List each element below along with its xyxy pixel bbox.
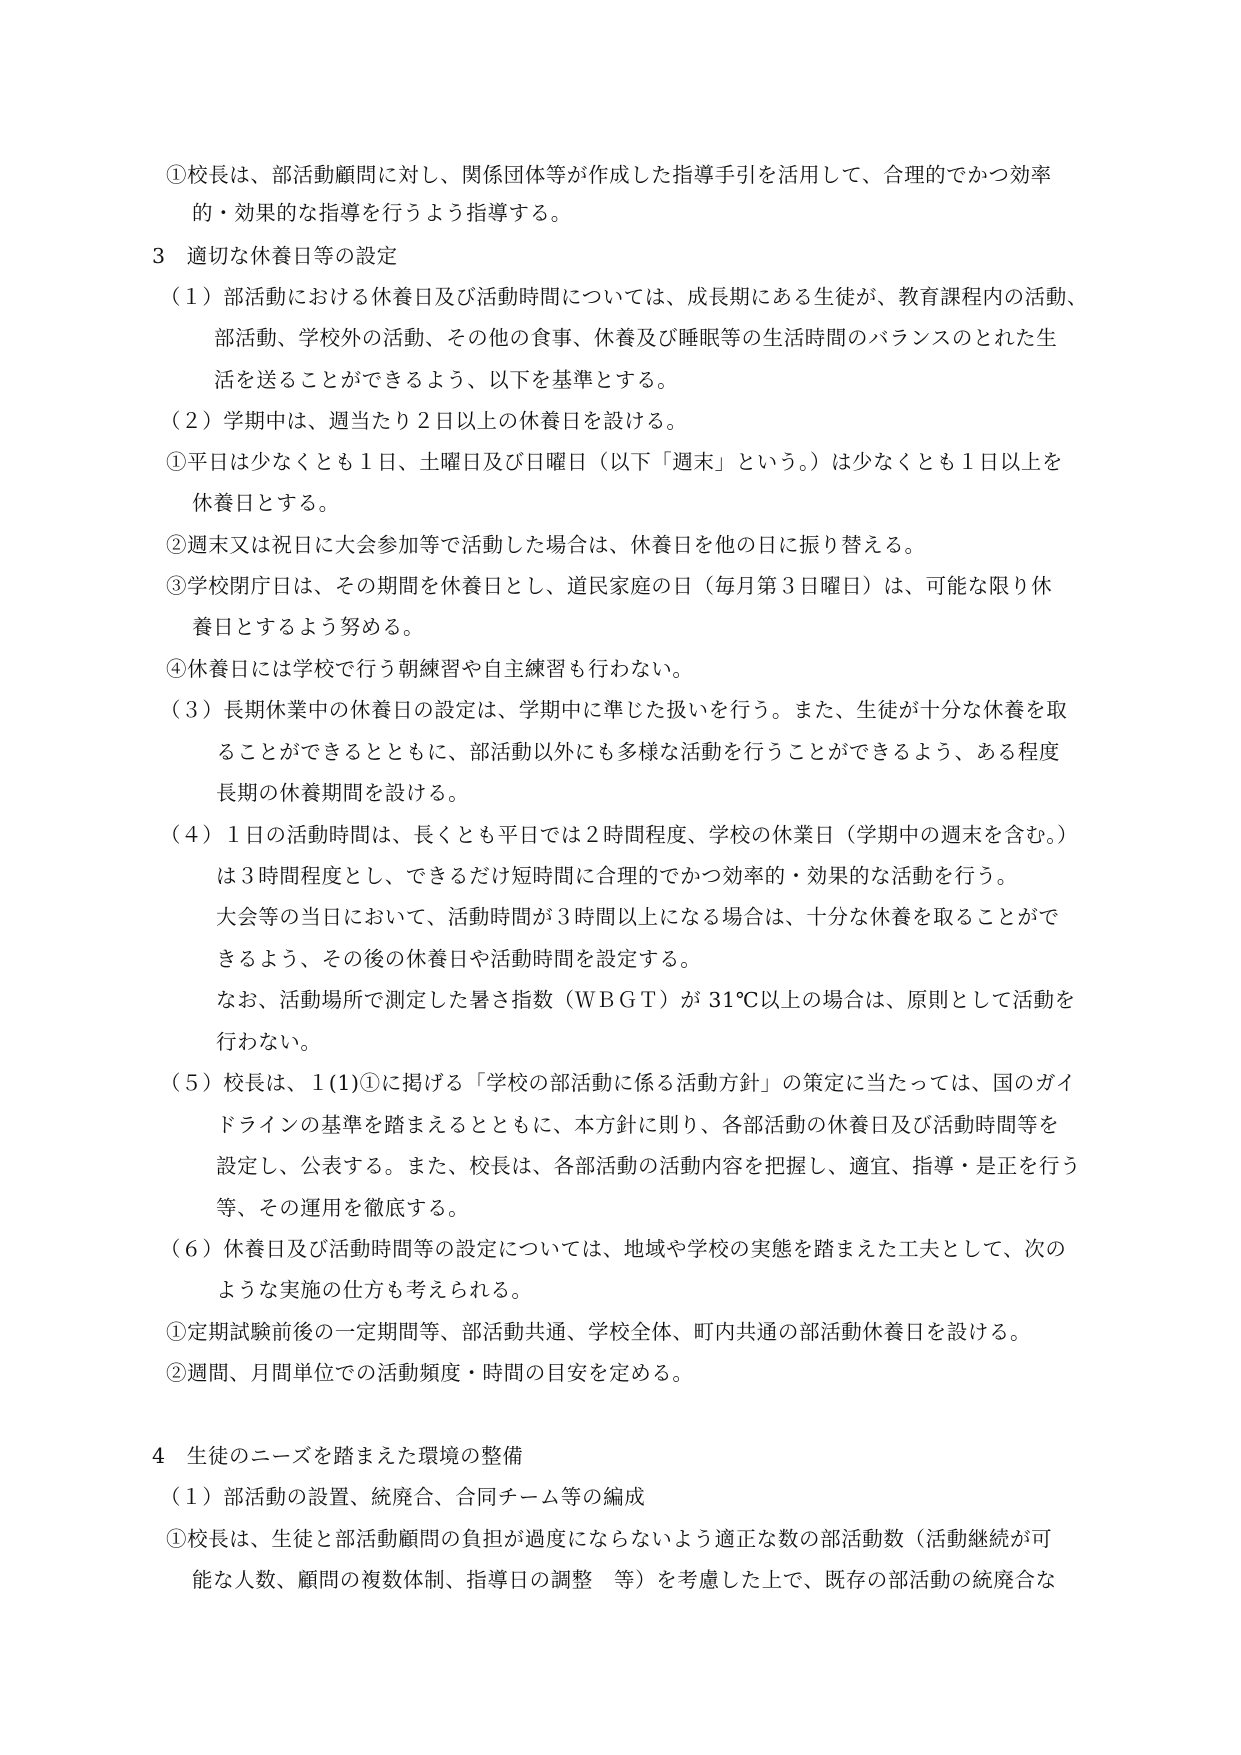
s3-p6-item2: ②週間、月間単位での活動頻度・時間の目安を定める。 (166, 1361, 694, 1385)
s3-p2-item1-line2: 休養日とする。 (192, 491, 340, 515)
s3-p4-line3: 大会等の当日において、活動時間が３時間以上になる場合は、十分な休養を取ることがで (216, 905, 1060, 929)
s3-p6-item1: ①定期試験前後の一定期間等、部活動共通、学校全体、町内共通の部活動休養日を設ける。 (166, 1320, 1032, 1344)
s3-p4-line1: （４）１日の活動時間は、長くとも平日では２時間程度、学校の休業日（学期中の週末を含む。） (160, 823, 1079, 847)
s3-p2-item4: ④休養日には学校で行う朝練習や自主練習も行わない。 (166, 657, 694, 681)
s3-p3-line1: （３）長期休業中の休養日の設定は、学期中に準じた扱いを行う。また、生徒が十分な休養を取 (160, 698, 1068, 722)
section3-heading: 3 適切な休養日等の設定 (152, 244, 398, 268)
s3-p1-line2: 部活動、学校外の活動、その他の食事、休養及び睡眠等の生活時間のバランスのとれた生 (214, 326, 1058, 350)
s3-p3-line2: ることができるとともに、部活動以外にも多様な活動を行うことができるよう、ある程度 (216, 740, 1060, 764)
s3-p3-line3: 長期の休養期間を設ける。 (216, 781, 470, 805)
s3-p2-item2: ②週末又は祝日に大会参加等で活動した場合は、休養日を他の日に振り替える。 (166, 533, 926, 557)
s3-p2-line1: （２）学期中は、週当たり２日以上の休養日を設ける。 (160, 409, 688, 433)
s3-p2-item3-line1: ③学校閉庁日は、その期間を休養日とし、道民家庭の日（毎月第３日曜日）は、可能な限り休 (166, 574, 1053, 598)
s3-p1-line1: （１）部活動における休養日及び活動時間については、成長期にある生徒が、教育課程内の活動、 (160, 285, 1088, 309)
top-item-line1: ①校長は、部活動顧問に対し、関係団体等が作成した指導手引を活用して、合理的でかつ効率 (166, 163, 1052, 187)
s3-p6-line1: （６）休養日及び活動時間等の設定については、地域や学校の実態を踏まえた工夫として、次の (160, 1237, 1067, 1261)
s3-p5-line3: 設定し、公表する。また、校長は、各部活動の活動内容を把握し、適宜、指導・是正を行う (216, 1154, 1082, 1178)
s4-p1-line1: （１）部活動の設置、統廃合、合同チーム等の編成 (160, 1485, 646, 1509)
s3-p1-line3: 活を送ることができるよう、以下を基準とする。 (214, 368, 679, 392)
s3-p2-item1-line1: ①平日は少なくとも１日、土曜日及び日曜日（以下「週末」という。）は少なくとも１日以上を (166, 450, 1064, 474)
s3-p4-line2: は３時間程度とし、できるだけ短時間に合理的でかつ効率的・効果的な活動を行う。 (216, 864, 1018, 888)
s3-p4-line5: なお、活動場所で測定した暑さ指数（ＷＢＧＴ）が 31℃以上の場合は、原則として活動を (216, 988, 1076, 1012)
s4-p1-item1-line1: ①校長は、生徒と部活動顧問の負担が過度にならないよう適正な数の部活動数（活動継続が可 (166, 1527, 1053, 1551)
s3-p6-line2: ような実施の仕方も考えられる。 (216, 1278, 533, 1302)
section4-heading: 4 生徒のニーズを踏まえた環境の整備 (152, 1444, 524, 1468)
s3-p5-line2: ドラインの基準を踏まえるとともに、本方針に則り、各部活動の休養日及び活動時間等を (216, 1113, 1060, 1137)
s3-p2-item3-line2: 養日とするよう努める。 (192, 615, 425, 639)
s4-p1-item1-line2: 能な人数、顧問の複数体制、指導日の調整 等）を考慮した上で、既存の部活動の統廃合な (192, 1568, 1057, 1592)
s3-p5-line4: 等、その運用を徹底する。 (216, 1196, 470, 1220)
top-item-line2: 的・効果的な指導を行うよう指導する。 (192, 201, 572, 225)
s3-p4-line4: きるよう、その後の休養日や活動時間を設定する。 (216, 947, 702, 971)
s3-p4-line6: 行わない。 (216, 1030, 322, 1054)
s3-p5-line1: （５）校長は、１(1)①に掲げる「学校の部活動に係る活動方針」の策定に当たっては、国のガイ (160, 1071, 1077, 1095)
